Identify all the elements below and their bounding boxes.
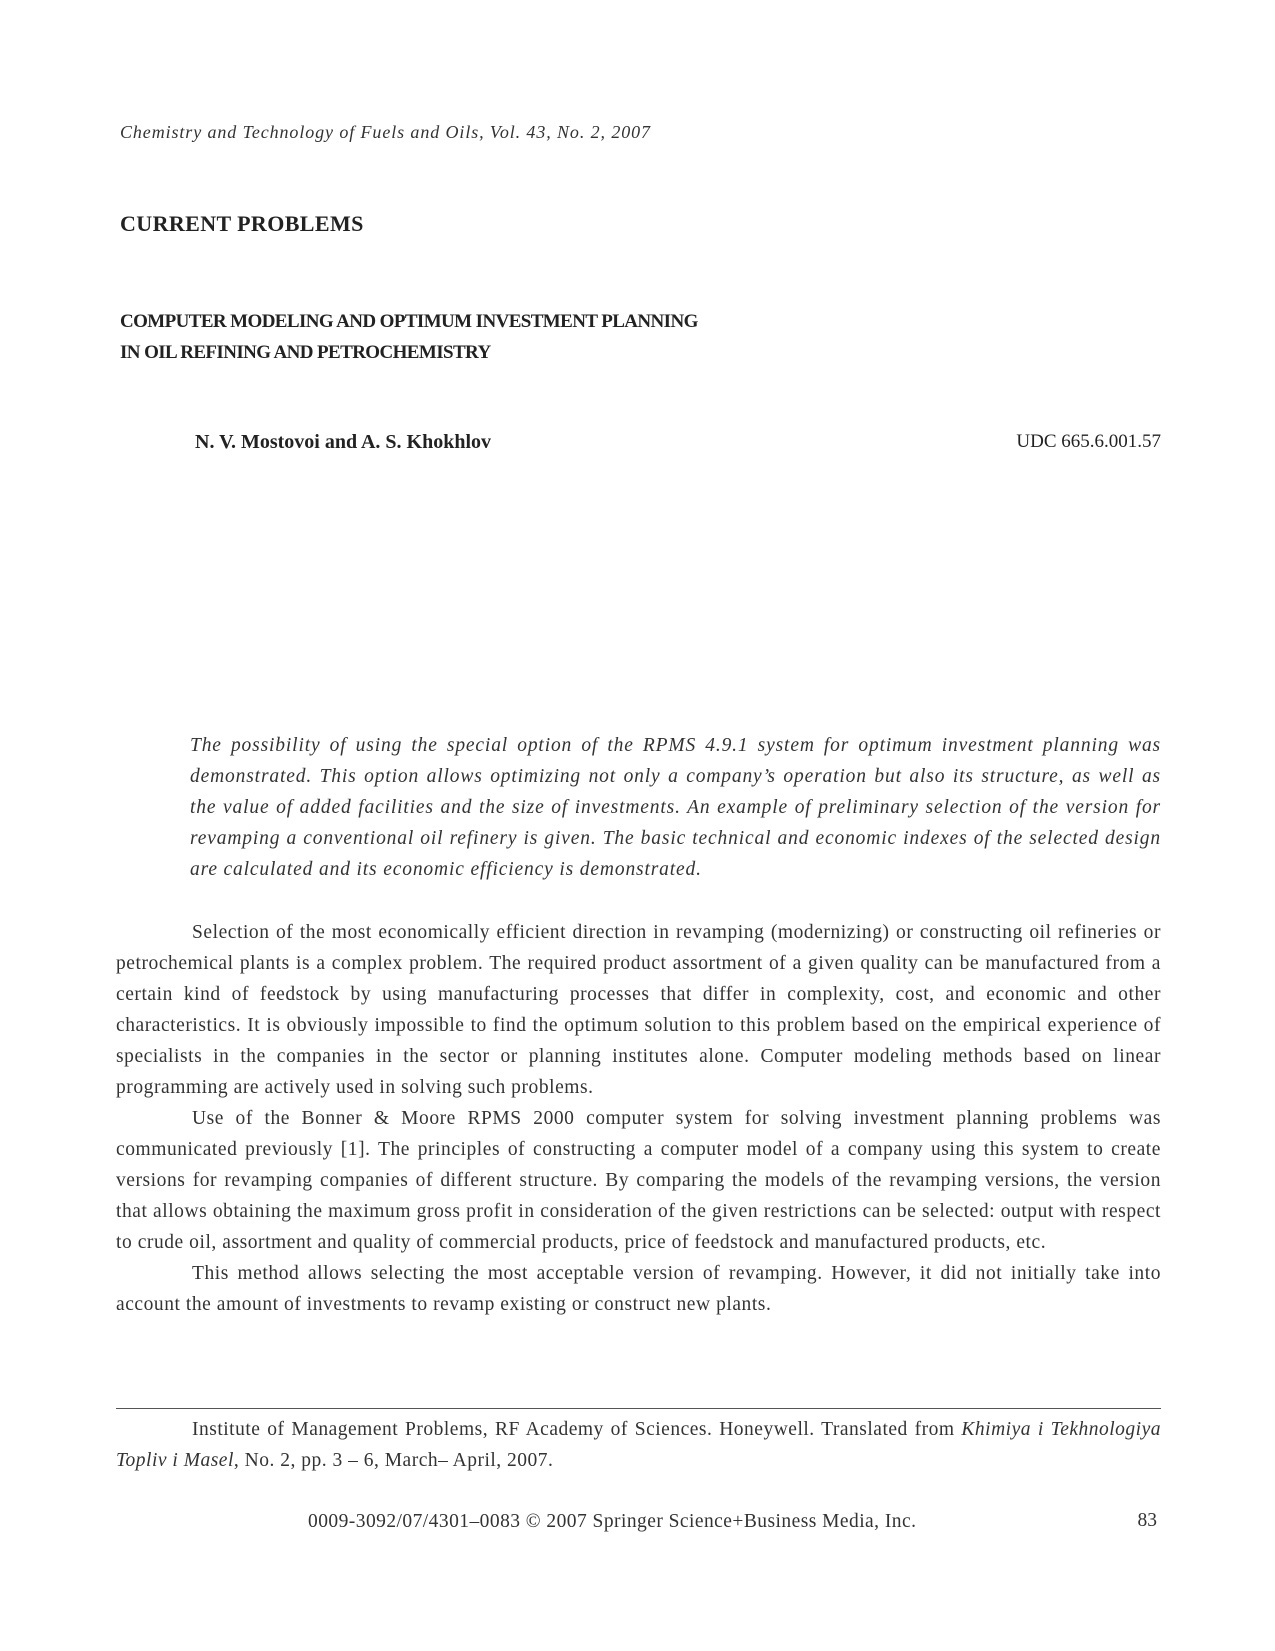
body-paragraph-1: Selection of the most economically efficient direction in revamping (modernizing) or constructing oil refineries or petrochemical plants is a complex problem. The required product assortment of a given quality can be manufactured from a certain kind of feedstock by using manufacturing processes that differ in complexity, cost, and economic and other characteristics. It is obviously impossible to find the optimum solution to this problem based on the empirical experience of specialists in the companies in the sector or planning institutes alone. Computer modeling methods based on linear programming are actively used in solving such problems.: [116, 922, 1161, 1098]
journal-citation: Chemistry and Technology of Fuels and Oils, Vol. 43, No. 2, 2007: [120, 122, 651, 142]
footnote: [116, 1414, 1161, 1476]
page-number: 83: [1137, 1510, 1157, 1531]
body-paragraph-2: Use of the Bonner & Moore RPMS 2000 computer system for solving investment planning problems was communicated previously [1]. The principles of constructing a computer model of a company using this system to create versions for revamping companies of different structure. By comparing the models of the revamping versions, the version that allows obtaining the maximum gross profit in consideration of the given restrictions can be selected: output with respect to crude oil, assortment and quality of commercial products, price of feedstock and manufactured products, etc.: [116, 1108, 1161, 1253]
article-title-line-2: IN OIL REFINING AND PETROCHEMISTRY: [120, 342, 491, 363]
footnote-divider: [116, 1408, 1161, 1409]
abstract: The possibility of using the special option of the RPMS 4.9.1 system for optimum investment planning was demonstrated. This option allows optimizing not only a company’s operation but also its structure, as well as the value of added facilities and the size of investments. An example of preliminary selection of the version for revamping a conventional oil refinery is given. The basic technical and economic indexes of the selected design are calculated and its economic efficiency is demonstrated.: [190, 735, 1161, 880]
copyright-line: 0009-3092/07/4301–0083 © 2007 Springer Science+Business Media, Inc.: [308, 1511, 917, 1532]
footnote-journal-title: Khimiya i Tekhnologiya Topliv i Masel: [116, 1419, 1162, 1471]
body-paragraph-3: This method allows selecting the most acceptable version of revamping. However, it did not initially take into account the amount of investments to revamp existing or construct new plants.: [116, 1263, 1161, 1315]
section-heading: CURRENT PROBLEMS: [120, 211, 364, 236]
article-title-line-1: COMPUTER MODELING AND OPTIMUM INVESTMENT PLANNING: [120, 311, 698, 332]
footnote-affiliation: Institute of Management Problems, RF Academy of Sciences. Honeywell. Translated from: [192, 1419, 962, 1440]
body-text: [116, 917, 1161, 1320]
article-title: [120, 306, 698, 368]
footnote-issue-info: , No. 2, pp. 3 – 6, March– April, 2007.: [233, 1450, 554, 1471]
udc-code: UDC 665.6.001.57: [1016, 431, 1161, 452]
author-list: N. V. Mostovoi and A. S. Khokhlov: [195, 431, 492, 453]
